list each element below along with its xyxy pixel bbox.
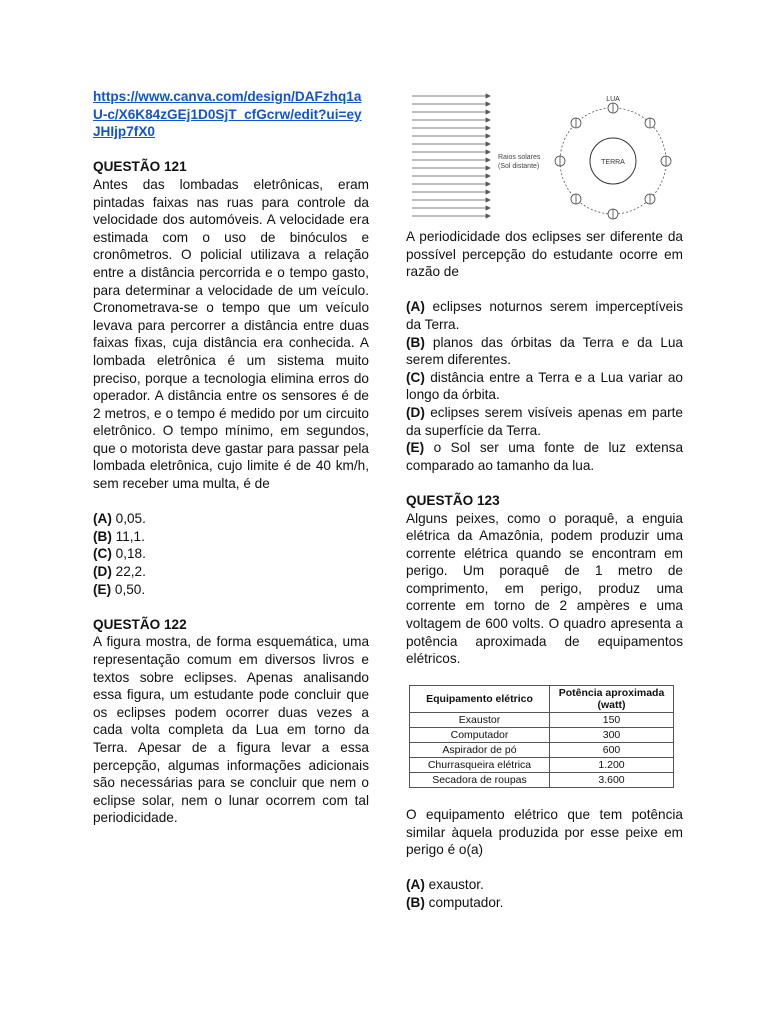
option-122-c: (C) distância entre a Terra e a Lua variar ao longo da órbita.	[406, 369, 683, 403]
option-122-a: (A) eclipses noturnos serem imperceptíveis da Terra.	[406, 299, 683, 332]
left-column	[93, 88, 369, 827]
table-row: Secadora de roupas 3.600	[410, 773, 674, 788]
power-table	[409, 685, 674, 788]
option-122-b: (B) planos das órbitas da Terra e da Lua serem diferentes.	[406, 334, 683, 368]
sun-rays	[412, 94, 490, 218]
option-123-a: (A) exaustor.	[406, 877, 484, 893]
question-121-title: QUESTÃO 121	[93, 159, 187, 175]
question-123-text: Alguns peixes, como o poraquê, a enguia elétrica da Amazônia, podem produzir uma corrente elétrica quando se encontram em perigo. Um poraquê de 1 metro de comprimento, em perigo, produz uma corrente em torno de 2 ampères e uma voltagem de 600 volts. O quadro apresenta a potência aproximada de equipamentos elétricos.	[406, 510, 683, 667]
option-121-b: (B) 11,1.	[93, 528, 145, 544]
sun-distance-label: (Sol distante)	[498, 163, 540, 170]
question-123-title: QUESTÃO 123	[406, 492, 500, 508]
option-121-a: (A) 0,05.	[93, 511, 146, 527]
earth-label: TERRA	[601, 159, 625, 166]
table-row: Churrasqueira elétrica 1.200	[410, 758, 674, 773]
table-row: Exaustor 150	[410, 713, 674, 728]
question-122-title: QUESTÃO 122	[93, 616, 187, 632]
table-row: Computador 300	[410, 728, 674, 743]
option-122-d: (D) eclipses serem visíveis apenas em parte da superfície da Terra.	[406, 404, 683, 438]
table-header-row	[410, 686, 674, 713]
option-121-d: (D) 22,2.	[93, 564, 146, 580]
option-121-e: (E) 0,50.	[93, 581, 146, 597]
question-123-prompt: O equipamento elétrico que tem potência similar àquela produzida por esse peixe em perigo é o(a)	[406, 807, 683, 858]
eclipse-diagram	[406, 90, 682, 228]
sun-rays-label: Raios solares	[498, 154, 541, 161]
right-column	[406, 90, 683, 912]
moon-label: LUA	[606, 96, 620, 103]
option-123-b: (B) computador.	[406, 895, 504, 910]
table-header-equipment: Equipamento elétrico	[410, 686, 550, 713]
table-row: Aspirador de pó 600	[410, 743, 674, 758]
option-121-c: (C) 0,18.	[93, 546, 146, 562]
question-122-prompt: A periodicidade dos eclipses ser diferente da possível percepção do estudante ocorre em razão de	[406, 229, 683, 280]
option-122-e: (E) o Sol ser uma fonte de luz extensa comparado ao tamanho da lua.	[406, 440, 683, 473]
table-header-power: Potência aproximada (watt)	[550, 686, 674, 713]
question-122-text: A figura mostra, de forma esquemática, uma representação comum em diversos livros e textos sobre eclipses. Apenas analisando essa figura, um estudante pode concluir que os eclipses podem ocorrer duas vezes a cada volta completa da Lua em torno da Terra. Apesar de a figura levar a essa percepção, algumas informações adicionais são necessárias para se concluir que nem o eclipse solar, nem o lunar ocorrem com tal periodicidade.	[93, 634, 369, 826]
canva-link[interactable]: https://www.canva.com/design/DAFzhq1aU-c/X6K84zGEj1D0SjT_cfGcrw/edit?ui=eyJHIjp7fX0	[93, 89, 362, 140]
question-121-text: Antes das lombadas eletrônicas, eram pintadas faixas nas ruas para controle da velocidade dos automóveis. A velocidade era estimada com o uso de binóculos e cronômetros. O policial utilizava a relação entre a distância percorrida e o tempo gasto, para determinar a velocidade de um veículo. Cronometrava-se o tempo que um veículo levava para percorrer a distância entre duas faixas fixas, cuja distância era conhecida. A lombada eletrônica é um sistema muito preciso, porque a tecnologia elimina erros do operador. A distância entre os sensores é de 2 metros, e o tempo é medido por um circuito eletrônico. O tempo mínimo, em segundos, que o motorista deve gastar para passar pela lombada eletrônica, cujo limite é de 40 km/h, sem receber uma multa, é de	[93, 176, 369, 492]
